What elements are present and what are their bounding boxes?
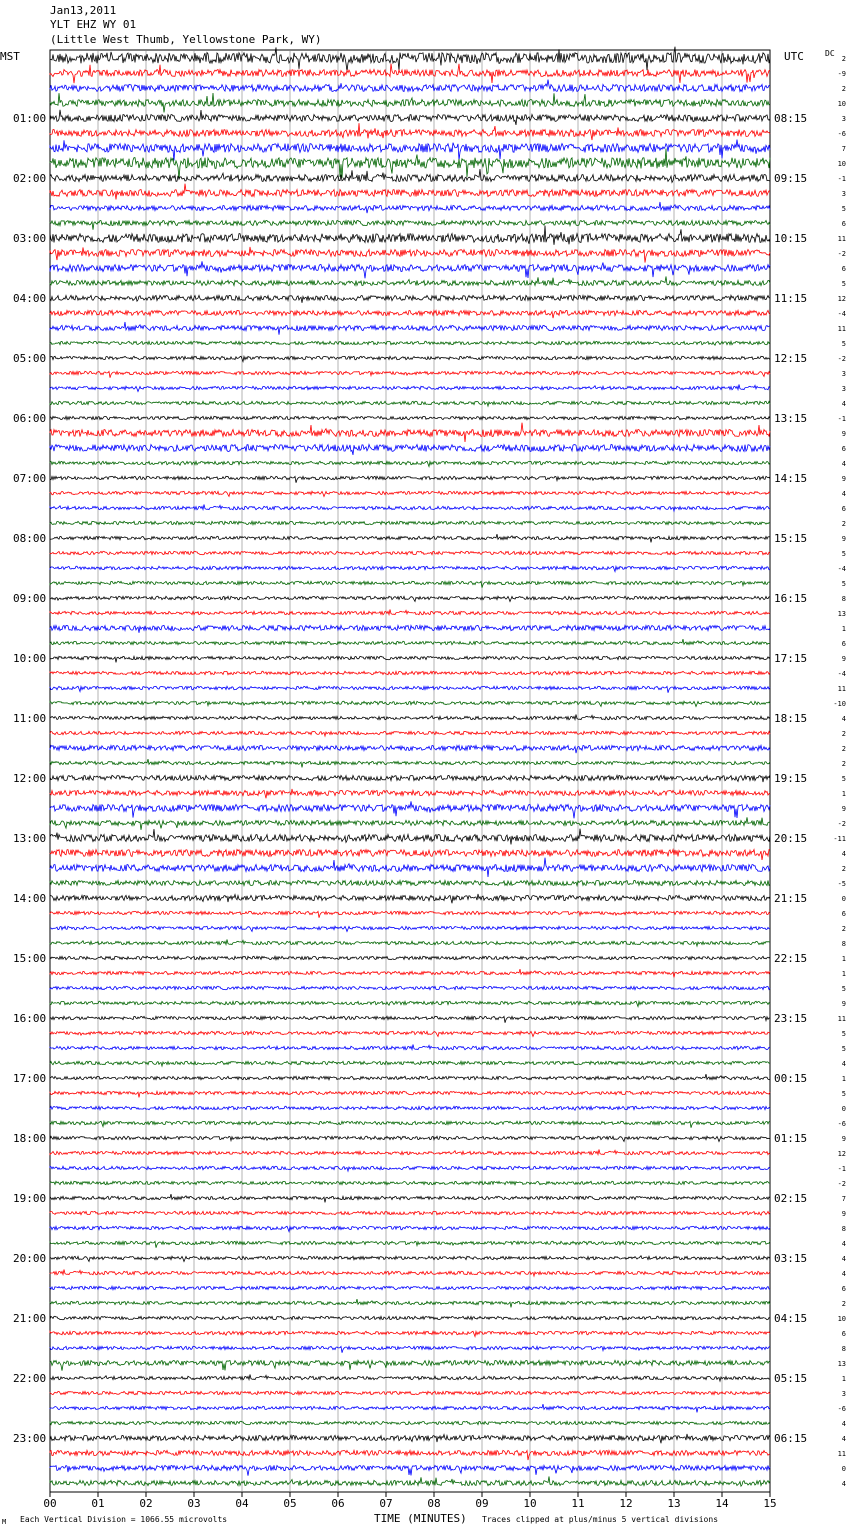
- hour-label-right: 10:15: [774, 232, 808, 245]
- hour-label-right: 22:15: [774, 952, 808, 965]
- seismic-trace: [50, 639, 770, 645]
- seismic-trace: [50, 610, 770, 615]
- seismic-trace: [50, 261, 770, 278]
- x-tick-label: 12: [619, 1497, 633, 1510]
- dc-offset-value: 13: [837, 1360, 846, 1368]
- hour-label-right: 16:15: [774, 592, 808, 605]
- dc-offset-value: 1: [841, 955, 846, 963]
- dc-offset-value: -2: [837, 1180, 846, 1188]
- dc-offset-value: 11: [837, 685, 846, 693]
- hour-label-right: 06:15: [774, 1432, 808, 1445]
- seismic-trace: [50, 64, 770, 83]
- hour-label-left: 14:00: [13, 892, 47, 905]
- seismic-trace: [50, 1136, 770, 1141]
- hour-label-left: 19:00: [13, 1192, 47, 1205]
- station-code: YLT EHZ WY 01: [50, 18, 137, 31]
- seismic-trace: [50, 445, 770, 455]
- seismic-trace: [50, 858, 770, 877]
- seismic-trace: [50, 1434, 770, 1443]
- dc-offset-value: 5: [841, 580, 846, 588]
- x-tick-label: 02: [139, 1497, 153, 1510]
- seismic-trace: [50, 1121, 770, 1127]
- x-tick-label: 11: [571, 1497, 585, 1510]
- hour-label-right: 17:15: [774, 652, 808, 665]
- dc-offset-value: 2: [841, 760, 846, 768]
- seismic-trace: [50, 1031, 770, 1036]
- seismic-trace: [50, 1360, 770, 1370]
- hour-label-left: 10:00: [13, 652, 47, 665]
- seismic-trace: [50, 423, 770, 442]
- seismic-trace: [50, 401, 770, 406]
- seismic-trace: [50, 1421, 770, 1424]
- record-date: Jan13,2011: [50, 4, 117, 17]
- seismic-trace: [50, 1299, 770, 1307]
- dc-offset-value: 5: [841, 550, 846, 558]
- dc-offset-value: 11: [837, 235, 846, 243]
- seismic-traces: [50, 47, 770, 1487]
- seismic-trace: [50, 1391, 770, 1394]
- dc-offset-value: 2: [841, 520, 846, 528]
- dc-offset-value: 2: [841, 55, 846, 63]
- dc-offset-value: 5: [841, 280, 846, 288]
- dc-offset-value: 9: [841, 655, 846, 663]
- seismic-trace: [50, 969, 770, 977]
- hour-label-right: 20:15: [774, 832, 808, 845]
- hour-label-left: 18:00: [13, 1132, 47, 1145]
- seismic-trace: [50, 1226, 770, 1231]
- x-tick-label: 13: [667, 1497, 681, 1510]
- dc-offset-value: 2: [841, 730, 846, 738]
- dc-offset-value: -6: [837, 130, 846, 138]
- hour-label-right: 14:15: [774, 472, 808, 485]
- dc-offset-value: 6: [841, 640, 846, 648]
- seismic-trace: [50, 505, 770, 512]
- dc-offset-value: 2: [841, 1300, 846, 1308]
- left-timezone-label: MST: [0, 50, 20, 63]
- dc-offset-value: 4: [841, 460, 846, 468]
- dc-offset-value: -2: [837, 355, 846, 363]
- x-tick-label: 08: [427, 1497, 441, 1510]
- seismic-trace: [50, 926, 770, 931]
- hour-label-left: 04:00: [13, 292, 47, 305]
- dc-offset-value: -1: [837, 175, 846, 183]
- dc-offset-value: 2: [841, 85, 846, 93]
- dc-offset-value: 1: [841, 1075, 846, 1083]
- seismic-trace: [50, 911, 770, 917]
- dc-offset-value: 5: [841, 775, 846, 783]
- corner-mark: M: [2, 1518, 7, 1526]
- hour-label-left: 12:00: [13, 772, 47, 785]
- seismic-trace: [50, 521, 770, 524]
- seismic-trace: [50, 880, 770, 885]
- x-tick-label: 15: [763, 1497, 777, 1510]
- dc-offset-value: 6: [841, 1285, 846, 1293]
- dc-offset-value: 4: [841, 715, 846, 723]
- seismic-trace: [50, 534, 770, 542]
- seismic-trace: [50, 1211, 770, 1215]
- dc-offset-value: 9: [841, 1135, 846, 1143]
- seismic-trace: [50, 476, 770, 482]
- seismic-trace: [50, 731, 770, 736]
- dc-offset-value: -6: [837, 1120, 846, 1128]
- dc-offset-value: 6: [841, 1330, 846, 1338]
- dc-offset-value: 9: [841, 535, 846, 543]
- dc-offset-value: 4: [841, 850, 846, 858]
- hour-label-left: 08:00: [13, 532, 47, 545]
- dc-offset-value: -4: [837, 565, 846, 573]
- seismic-trace: [50, 894, 770, 903]
- seismic-trace: [50, 745, 770, 753]
- seismic-trace: [50, 371, 770, 377]
- hour-label-right: 09:15: [774, 172, 808, 185]
- dc-offset-value: 12: [837, 295, 846, 303]
- dc-offset-value: 4: [841, 1435, 846, 1443]
- dc-offset-value: 11: [837, 325, 846, 333]
- x-axis-title: TIME (MINUTES): [374, 1512, 467, 1525]
- dc-offset-value: 2: [841, 925, 846, 933]
- dc-offset-value: 4: [841, 1240, 846, 1248]
- x-axis-ticks: [43, 1492, 776, 1510]
- seismic-trace: [50, 385, 770, 392]
- seismic-trace: [50, 1316, 770, 1319]
- dc-offset-value: 5: [841, 340, 846, 348]
- seismic-trace: [50, 817, 770, 830]
- dc-offset-value: 10: [837, 160, 846, 168]
- seismic-trace: [50, 1404, 770, 1412]
- seismic-trace: [50, 1181, 770, 1184]
- dc-offset-value: 5: [841, 205, 846, 213]
- x-tick-label: 01: [91, 1497, 105, 1510]
- dc-offset-value: 4: [841, 1255, 846, 1263]
- seismic-trace: [50, 850, 770, 860]
- hour-label-left: 20:00: [13, 1252, 47, 1265]
- seismic-trace: [50, 1270, 770, 1277]
- right-timezone-label: UTC: [784, 50, 804, 63]
- seismic-trace: [50, 276, 770, 285]
- seismic-trace: [50, 1450, 770, 1460]
- dc-offset-value: 11: [837, 1450, 846, 1458]
- hour-label-right: 18:15: [774, 712, 808, 725]
- dc-offset-value: -2: [837, 820, 846, 828]
- right-hour-labels: [774, 112, 807, 1445]
- hour-label-left: 03:00: [13, 232, 47, 245]
- hour-label-left: 13:00: [13, 832, 47, 845]
- seismic-trace: [50, 1346, 770, 1352]
- seismic-trace: [50, 789, 770, 798]
- dc-offset-value: 6: [841, 445, 846, 453]
- dc-offset-value: 3: [841, 1390, 846, 1398]
- seismic-trace: [50, 310, 770, 318]
- seismic-trace: [50, 1166, 770, 1171]
- seismic-trace: [50, 140, 770, 161]
- dc-offset-value: 4: [841, 1420, 846, 1428]
- dc-offset-value: 8: [841, 1345, 846, 1353]
- seismic-trace: [50, 1091, 770, 1097]
- dc-offset-value: 5: [841, 1045, 846, 1053]
- station-location: (Little West Thumb, Yellowstone Park, WY): [50, 33, 322, 46]
- dc-offset-value: 6: [841, 505, 846, 513]
- dc-offset-value: 2: [841, 865, 846, 873]
- seismic-trace: [50, 295, 770, 302]
- dc-offset-value: 4: [841, 1270, 846, 1278]
- hour-label-right: 00:15: [774, 1072, 808, 1085]
- dc-offset-value: 3: [841, 115, 846, 123]
- dc-offset-value: 0: [841, 895, 846, 903]
- dc-offset-value: 4: [841, 400, 846, 408]
- dc-offset-value: 5: [841, 985, 846, 993]
- hour-label-left: 02:00: [13, 172, 47, 185]
- seismic-trace: [50, 1045, 770, 1050]
- seismic-trace: [50, 1106, 770, 1110]
- dc-offset-value: 10: [837, 1315, 846, 1323]
- hour-label-left: 15:00: [13, 952, 47, 965]
- seismic-trace: [50, 1074, 770, 1080]
- seismic-trace: [50, 149, 770, 179]
- x-tick-label: 05: [283, 1497, 297, 1510]
- dc-offset-value: 1: [841, 625, 846, 633]
- seismic-trace: [50, 461, 770, 466]
- hour-label-left: 06:00: [13, 412, 47, 425]
- dc-offset-value: 8: [841, 940, 846, 948]
- x-tick-label: 14: [715, 1497, 729, 1510]
- seismic-trace: [50, 1194, 770, 1202]
- seismic-trace: [50, 940, 770, 947]
- hour-label-right: 02:15: [774, 1192, 808, 1205]
- seismic-trace: [50, 956, 770, 959]
- seismic-trace: [50, 625, 770, 632]
- dc-offset-value: 0: [841, 1105, 846, 1113]
- x-tick-label: 09: [475, 1497, 489, 1510]
- dc-offset-value: 0: [841, 1465, 846, 1473]
- dc-offset-value: -11: [833, 835, 846, 843]
- seismic-trace: [50, 1256, 770, 1262]
- seismic-trace: [50, 1061, 770, 1066]
- dc-offset-value: -9: [837, 70, 846, 78]
- seismic-trace: [50, 759, 770, 767]
- seismic-trace: [50, 247, 770, 263]
- dc-offset-value: 4: [841, 490, 846, 498]
- dc-offset-value: 13: [837, 610, 846, 618]
- seismic-trace: [50, 226, 770, 245]
- seismic-trace: [50, 1150, 770, 1155]
- dc-offset-value: -1: [837, 415, 846, 423]
- x-tick-label: 04: [235, 1497, 249, 1510]
- hour-label-right: 13:15: [774, 412, 808, 425]
- left-hour-labels: [13, 112, 46, 1445]
- seismic-trace: [50, 93, 770, 112]
- seismic-trace: [50, 581, 770, 587]
- hour-label-left: 16:00: [13, 1012, 47, 1025]
- hour-label-right: 04:15: [774, 1312, 808, 1325]
- dc-offset-value: -5: [837, 880, 846, 888]
- dc-offset-value: 9: [841, 475, 846, 483]
- dc-offset-value: 4: [841, 1480, 846, 1488]
- dc-offset-value: 5: [841, 1030, 846, 1038]
- seismic-trace: [50, 491, 770, 496]
- dc-offset-value: 1: [841, 790, 846, 798]
- dc-offset-value: 11: [837, 1015, 846, 1023]
- seismic-trace: [50, 1465, 770, 1475]
- hour-label-left: 22:00: [13, 1372, 47, 1385]
- seismic-trace: [50, 686, 770, 692]
- dc-offset-value: 6: [841, 220, 846, 228]
- seismic-trace: [50, 701, 770, 706]
- seismic-trace: [50, 566, 770, 571]
- seismic-trace: [50, 341, 770, 345]
- seismic-trace: [50, 322, 770, 335]
- seismic-trace: [50, 801, 770, 818]
- dc-offset-value: 9: [841, 1000, 846, 1008]
- seismic-trace: [50, 1001, 770, 1006]
- seismic-trace: [50, 110, 770, 125]
- dc-offset-value: 7: [841, 145, 846, 153]
- seismic-trace: [50, 184, 770, 200]
- hour-label-right: 11:15: [774, 292, 808, 305]
- dc-label: DC: [825, 49, 835, 58]
- seismic-trace: [50, 202, 770, 213]
- hour-label-left: 01:00: [13, 112, 47, 125]
- seismic-trace: [50, 596, 770, 601]
- hour-label-right: 19:15: [774, 772, 808, 785]
- dc-offset-value: -6: [837, 1405, 846, 1413]
- hour-label-right: 23:15: [774, 1012, 808, 1025]
- x-tick-label: 00: [43, 1497, 57, 1510]
- dc-offset-value: -10: [833, 700, 846, 708]
- dc-offset-value: 6: [841, 265, 846, 273]
- dc-offset-value: -1: [837, 1165, 846, 1173]
- hour-label-right: 01:15: [774, 1132, 808, 1145]
- seismic-trace: [50, 775, 770, 783]
- hour-label-right: 21:15: [774, 892, 808, 905]
- dc-offset-value: 9: [841, 1210, 846, 1218]
- dc-offset-value: -2: [837, 250, 846, 258]
- seismic-trace: [50, 829, 770, 845]
- seismic-trace: [50, 656, 770, 662]
- seismic-trace: [50, 220, 770, 229]
- x-tick-label: 07: [379, 1497, 393, 1510]
- hour-label-left: 17:00: [13, 1072, 47, 1085]
- dc-offset-value: -4: [837, 310, 846, 318]
- dc-offset-labels: [833, 55, 846, 1488]
- dc-offset-value: 1: [841, 1375, 846, 1383]
- seismic-trace: [50, 1476, 770, 1486]
- seismic-trace: [50, 1375, 770, 1382]
- dc-offset-value: 6: [841, 910, 846, 918]
- seismic-trace: [50, 416, 770, 419]
- dc-offset-value: 10: [837, 100, 846, 108]
- hour-label-left: 07:00: [13, 472, 47, 485]
- dc-offset-value: 8: [841, 1225, 846, 1233]
- hour-label-right: 05:15: [774, 1372, 808, 1385]
- hour-label-left: 23:00: [13, 1432, 47, 1445]
- dc-offset-value: 7: [841, 1195, 846, 1203]
- x-tick-label: 10: [523, 1497, 537, 1510]
- dc-offset-value: -4: [837, 670, 846, 678]
- hour-label-right: 08:15: [774, 112, 808, 125]
- hour-label-right: 03:15: [774, 1252, 808, 1265]
- seismic-trace: [50, 169, 770, 182]
- dc-offset-value: 4: [841, 1060, 846, 1068]
- dc-offset-value: 9: [841, 430, 846, 438]
- hour-label-left: 09:00: [13, 592, 47, 605]
- dc-offset-value: 1: [841, 970, 846, 978]
- dc-offset-value: 3: [841, 190, 846, 198]
- dc-offset-value: 2: [841, 745, 846, 753]
- x-tick-label: 03: [187, 1497, 201, 1510]
- seismic-trace: [50, 715, 770, 720]
- seismic-trace: [50, 551, 770, 554]
- seismic-trace: [50, 1016, 770, 1022]
- dc-offset-value: 3: [841, 370, 846, 378]
- clip-note: Traces clipped at plus/minus 5 vertical divisions: [482, 1515, 719, 1524]
- seismic-trace: [50, 986, 770, 989]
- scale-note: Each Vertical Division = 1066.55 microvolts: [20, 1515, 228, 1524]
- hour-label-left: 21:00: [13, 1312, 47, 1325]
- dc-offset-value: 12: [837, 1150, 846, 1158]
- seismic-trace: [50, 1331, 770, 1336]
- seismic-trace: [50, 80, 770, 92]
- dc-offset-value: 8: [841, 595, 846, 603]
- hour-label-right: 12:15: [774, 352, 808, 365]
- hour-label-left: 11:00: [13, 712, 47, 725]
- seismic-trace: [50, 123, 770, 140]
- dc-offset-value: 3: [841, 385, 846, 393]
- dc-offset-value: 9: [841, 805, 846, 813]
- seismic-trace: [50, 1241, 770, 1247]
- hour-label-right: 15:15: [774, 532, 808, 545]
- dc-offset-value: 5: [841, 1090, 846, 1098]
- seismic-trace: [50, 671, 770, 675]
- seismic-trace: [50, 1286, 770, 1289]
- seismic-trace: [50, 356, 770, 361]
- x-tick-label: 06: [331, 1497, 345, 1510]
- hour-label-left: 05:00: [13, 352, 47, 365]
